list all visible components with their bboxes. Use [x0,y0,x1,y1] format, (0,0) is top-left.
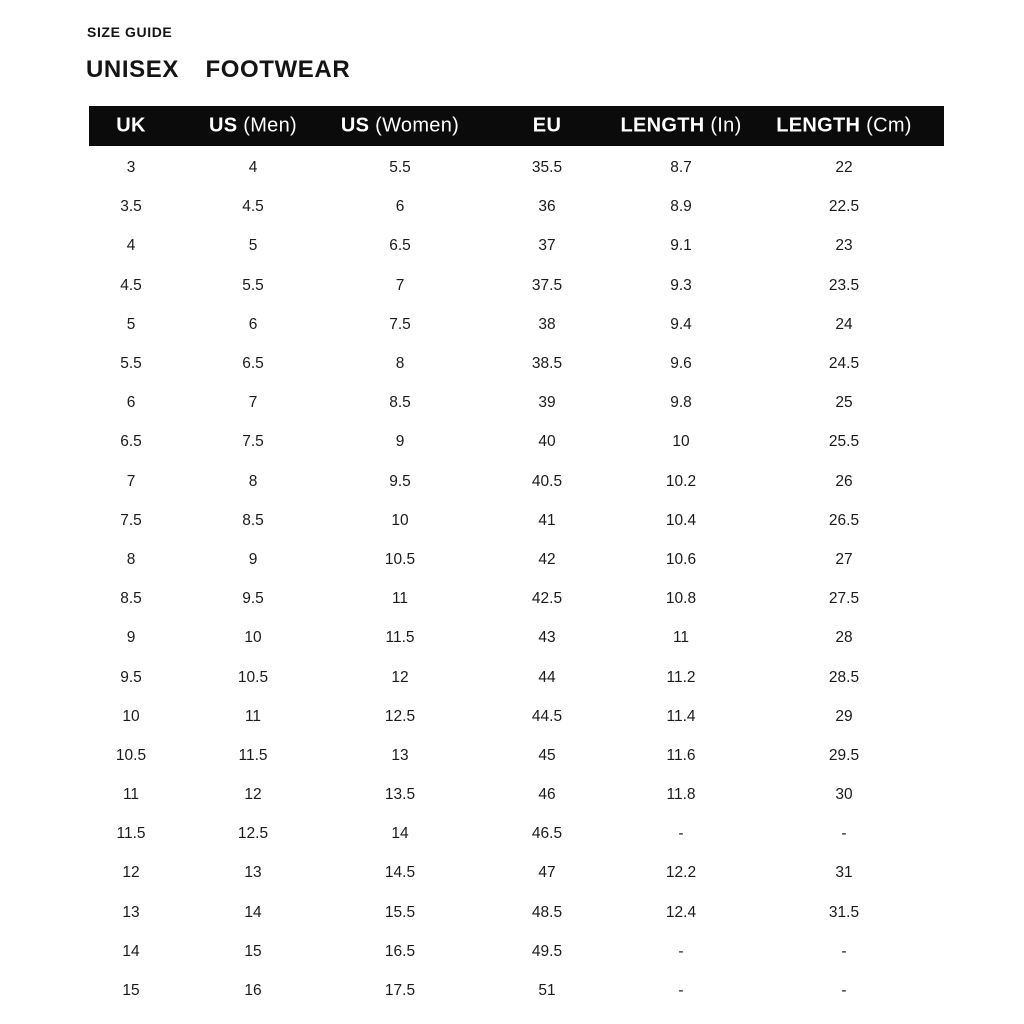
table-cell: 9 [395,433,405,451]
table-cell: 42.5 [531,590,563,608]
table-cell: 7.5 [242,433,264,451]
table-cell: 10.5 [384,550,416,568]
table-cell: - [678,982,684,1000]
table-cell: 8 [126,550,136,568]
table-cell: 8 [248,472,258,490]
table-row [89,344,944,383]
table-cell: 17.5 [384,982,416,1000]
table-cell: - [841,942,847,960]
table-cell: 11.5 [116,825,146,843]
table-cell: 11 [244,707,262,725]
table-cell: 23 [835,237,853,255]
table-cell: 49.5 [531,942,563,960]
table-cell: 31 [835,864,853,882]
table-cell: 9 [126,629,136,647]
table-cell: 44 [538,668,556,686]
table-row [89,893,944,932]
table-cell: 10.2 [665,472,697,490]
table-header-row [89,106,944,146]
table-cell: 8.9 [670,198,692,216]
table-cell: 11.8 [666,786,696,804]
table-cell: - [841,982,847,1000]
table-cell: 6.5 [120,433,142,451]
table-cell: 10 [391,511,409,529]
table-cell: 10.6 [665,550,697,568]
table-cell: 15.5 [384,903,416,921]
table-cell: - [678,825,684,843]
table-cell: 27 [835,550,853,568]
size-conversion-table [89,106,944,1011]
table-cell: 7 [126,472,136,490]
table-cell: 13 [244,864,262,882]
column-header-qualifier-text: (In) [704,114,742,137]
column-header-main-text: US [209,114,238,137]
table-row [89,854,944,893]
table-cell: 10 [122,707,140,725]
table-cell: 10 [244,629,262,647]
table-cell: 9.5 [389,472,411,490]
table-cell: 8.5 [242,511,264,529]
table-cell: 12 [244,786,262,804]
table-cell: 47 [538,864,556,882]
table-cell: 7.5 [389,315,411,333]
table-cell: 7.5 [120,511,142,529]
table-cell: - [678,942,684,960]
table-cell: 4 [126,237,136,255]
table-cell: 28 [835,629,853,647]
table-cell: 11.4 [666,707,696,725]
column-header-length-cm [776,114,912,137]
table-row [89,971,944,1010]
column-header-main-text: US [340,114,370,137]
table-cell: 38.5 [531,355,563,373]
table-cell: 11.5 [385,629,415,647]
table-cell: 3.5 [120,198,142,216]
table-body [89,146,944,1011]
table-cell: 12.5 [237,825,269,843]
column-header-main-text: EU [532,114,562,137]
table-cell: 48.5 [531,903,563,921]
table-row [89,188,944,227]
table-row [89,815,944,854]
table-cell: - [841,825,847,843]
column-header-main-text: LENGTH [776,114,861,137]
table-cell: 6.5 [242,355,264,373]
table-row [89,697,944,736]
table-cell: 5 [248,237,258,255]
table-cell: 14 [391,825,409,843]
table-cell: 15 [122,982,140,1000]
table-cell: 28.5 [828,668,860,686]
table-cell: 10 [672,433,690,451]
table-cell: 36 [538,198,556,216]
table-row [89,776,944,815]
column-header-us-men [209,114,297,137]
table-row [89,736,944,775]
table-cell: 16.5 [384,942,416,960]
table-cell: 24.5 [828,355,860,373]
table-cell: 10.5 [237,668,269,686]
table-cell: 51 [538,982,556,1000]
table-cell: 10.5 [115,746,147,764]
table-row [89,580,944,619]
column-header-uk [116,114,146,137]
table-cell: 11 [672,629,690,647]
table-cell: 9 [248,550,258,568]
column-header-qualifier-text: (Women) [369,114,460,137]
table-cell: 42 [538,550,556,568]
table-cell: 5.5 [120,355,142,373]
table-row [89,227,944,266]
table-row [89,462,944,501]
table-cell: 6 [248,315,258,333]
table-cell: 15 [244,942,262,960]
table-cell: 8 [395,355,405,373]
table-cell: 5 [126,315,136,333]
table-cell: 40 [538,433,556,451]
table-cell: 5.5 [389,159,411,177]
column-header-main-text: UK [116,114,146,137]
table-row [89,384,944,423]
table-cell: 8.5 [120,590,142,608]
table-cell: 30 [835,786,853,804]
table-cell: 11 [122,786,140,804]
table-cell: 11.5 [238,746,268,764]
table-cell: 44.5 [531,707,563,725]
table-row [89,149,944,188]
table-cell: 4 [248,159,258,177]
table-cell: 26 [835,472,853,490]
table-cell: 40.5 [531,472,563,490]
table-cell: 8.5 [389,394,411,412]
table-cell: 14.5 [384,864,416,882]
table-cell: 8.7 [670,159,692,177]
table-row [89,658,944,697]
table-cell: 41 [538,511,556,529]
table-cell: 9.6 [670,355,692,373]
table-row [89,305,944,344]
table-cell: 25.5 [828,433,860,451]
table-row [89,619,944,658]
table-row [89,932,944,971]
table-cell: 16 [244,982,262,1000]
size-guide-label: SIZE GUIDE [87,24,173,40]
column-header-us-women [341,114,459,137]
table-cell: 43 [538,629,556,647]
table-cell: 11.6 [666,746,696,764]
column-header-eu [533,114,561,137]
table-cell: 10.4 [665,511,697,529]
table-cell: 9.5 [120,668,142,686]
table-cell: 31.5 [828,903,860,921]
table-cell: 11.2 [666,668,696,686]
table-cell: 9.1 [670,237,692,255]
table-cell: 26.5 [828,511,860,529]
table-cell: 11 [391,590,409,608]
table-cell: 45 [538,746,556,764]
table-row [89,423,944,462]
table-cell: 6 [395,198,405,216]
column-header-main-text: LENGTH [620,114,705,137]
table-cell: 12.2 [665,864,697,882]
table-cell: 46.5 [531,825,563,843]
table-cell: 7 [395,276,405,294]
table-cell: 39 [538,394,556,412]
table-cell: 7 [248,394,258,412]
table-cell: 9.4 [670,315,692,333]
table-cell: 38 [538,315,556,333]
table-cell: 3 [126,159,136,177]
table-cell: 12 [122,864,140,882]
table-cell: 22 [835,159,853,177]
table-cell: 37.5 [531,276,563,294]
column-header-length-in [620,114,741,137]
table-row [89,501,944,540]
table-cell: 22.5 [828,198,860,216]
table-cell: 9.3 [670,276,692,294]
table-cell: 12.5 [384,707,416,725]
table-cell: 4.5 [242,198,264,216]
column-header-qualifier-text: (Cm) [860,114,912,137]
table-cell: 37 [538,237,556,255]
table-cell: 13.5 [384,786,416,804]
table-cell: 24 [835,315,853,333]
table-cell: 29.5 [828,746,860,764]
table-row [89,540,944,579]
table-cell: 13 [122,903,140,921]
table-cell: 14 [244,903,262,921]
table-cell: 9.8 [670,394,692,412]
table-cell: 23.5 [828,276,860,294]
table-cell: 27.5 [828,590,860,608]
table-cell: 35.5 [531,159,563,177]
table-cell: 29 [835,707,853,725]
table-cell: 12.4 [665,903,697,921]
table-cell: 6.5 [389,237,411,255]
table-cell: 4.5 [120,276,142,294]
table-cell: 12 [391,668,409,686]
table-cell: 13 [391,746,409,764]
table-cell: 14 [122,942,140,960]
table-row [89,266,944,305]
table-cell: 9.5 [242,590,264,608]
table-cell: 46 [538,786,556,804]
table-cell: 6 [126,394,136,412]
table-cell: 10.8 [665,590,697,608]
table-cell: 25 [835,394,853,412]
table-cell: 5.5 [242,276,264,294]
page-title: UNISEX FOOTWEAR [86,56,351,83]
column-header-qualifier-text: (Men) [237,114,297,137]
